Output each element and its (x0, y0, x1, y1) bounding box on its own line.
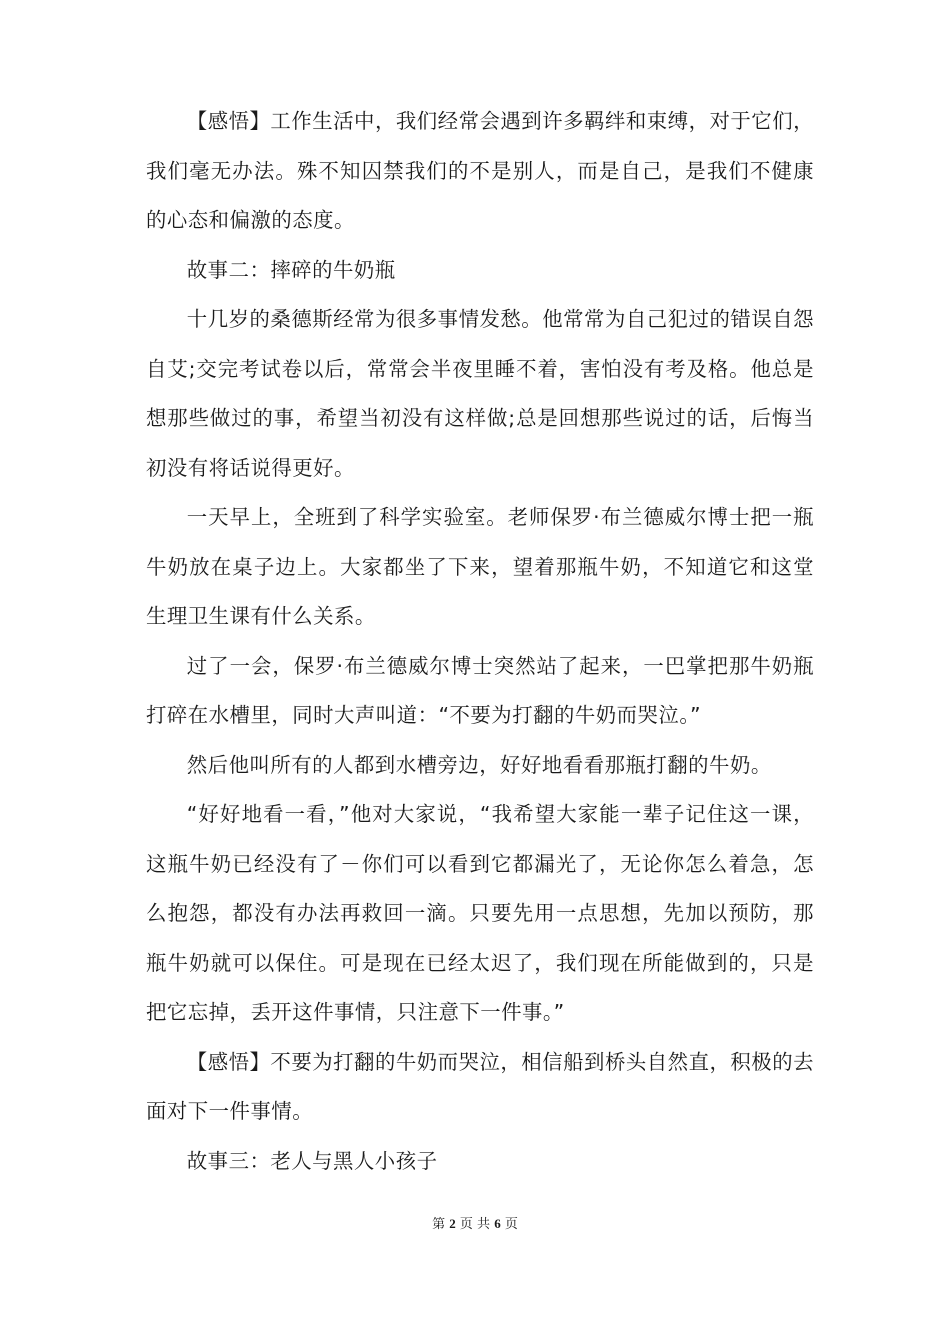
paragraph-story-2-gather: 然后他叫所有的人都到水槽旁边，好好地看看那瓶打翻的牛奶。 (186, 752, 772, 777)
paragraph-story-2-lab: 一天早上，全班到了科学实验室。老师保罗·布兰德威尔博士把一瓶牛奶放在桌子边上。大家都坐了下来，望着那瓶牛奶，不知道它和这堂生理卫生课有什么关系。 (146, 505, 814, 628)
paragraph-story-2-break: 过了一会，保罗·布兰德威尔博士突然站了起来，一巴掌把那牛奶瓶打碎在水槽里，同时大声叫道：“不要为打翻的牛奶而哭泣。” (146, 653, 814, 727)
footer-mid: 页 共 (459, 1217, 491, 1232)
page-footer (0, 1214, 950, 1235)
paragraph-reflection-2: 【感悟】不要为打翻的牛奶而哭泣，相信船到桥头自然直，积极的去面对下一件事情。 (146, 1049, 814, 1123)
footer-total-pages: 6 (494, 1216, 501, 1231)
paragraph-story-2-intro: 十几岁的桑德斯经常为很多事情发愁。他常常为自己犯过的错误自怨自艾;交完考试卷以后，常常会半夜里睡不着，害怕没有考及格。他总是想那些做过的事，希望当初没有这样做;总是回想那些说过的话，后悔当初没有将话说得更好。 (146, 307, 814, 480)
footer-page-number: 2 (449, 1216, 456, 1231)
document-body (146, 97, 814, 1186)
heading-story-3: 故事三：老人与黑人小孩子 (186, 1148, 438, 1173)
paragraph-story-2-lesson: “好好地看一看，”他对大家说，“我希望大家能一辈子记住这一课，这瓶牛奶已经没有了－你们可以看到它都漏光了，无论你怎么着急，怎么抱怨，都没有办法再救回一滴。只要先用一点思想，先加以预防，那瓶牛奶就可以保住。可是现在已经太迟了，我们现在所能做到的，只是把它忘掉，丢开这件事情，只注意下一件事。” (146, 802, 814, 1024)
paragraph-reflection-1: 【感悟】工作生活中，我们经常会遇到许多羁绊和束缚，对于它们，我们毫无办法。殊不知囚禁我们的不是别人，而是自己，是我们不健康的心态和偏激的态度。 (146, 109, 814, 232)
footer-prefix: 第 (432, 1217, 446, 1232)
heading-story-2: 故事二：摔碎的牛奶瓶 (186, 257, 396, 282)
footer-suffix: 页 (504, 1217, 518, 1232)
